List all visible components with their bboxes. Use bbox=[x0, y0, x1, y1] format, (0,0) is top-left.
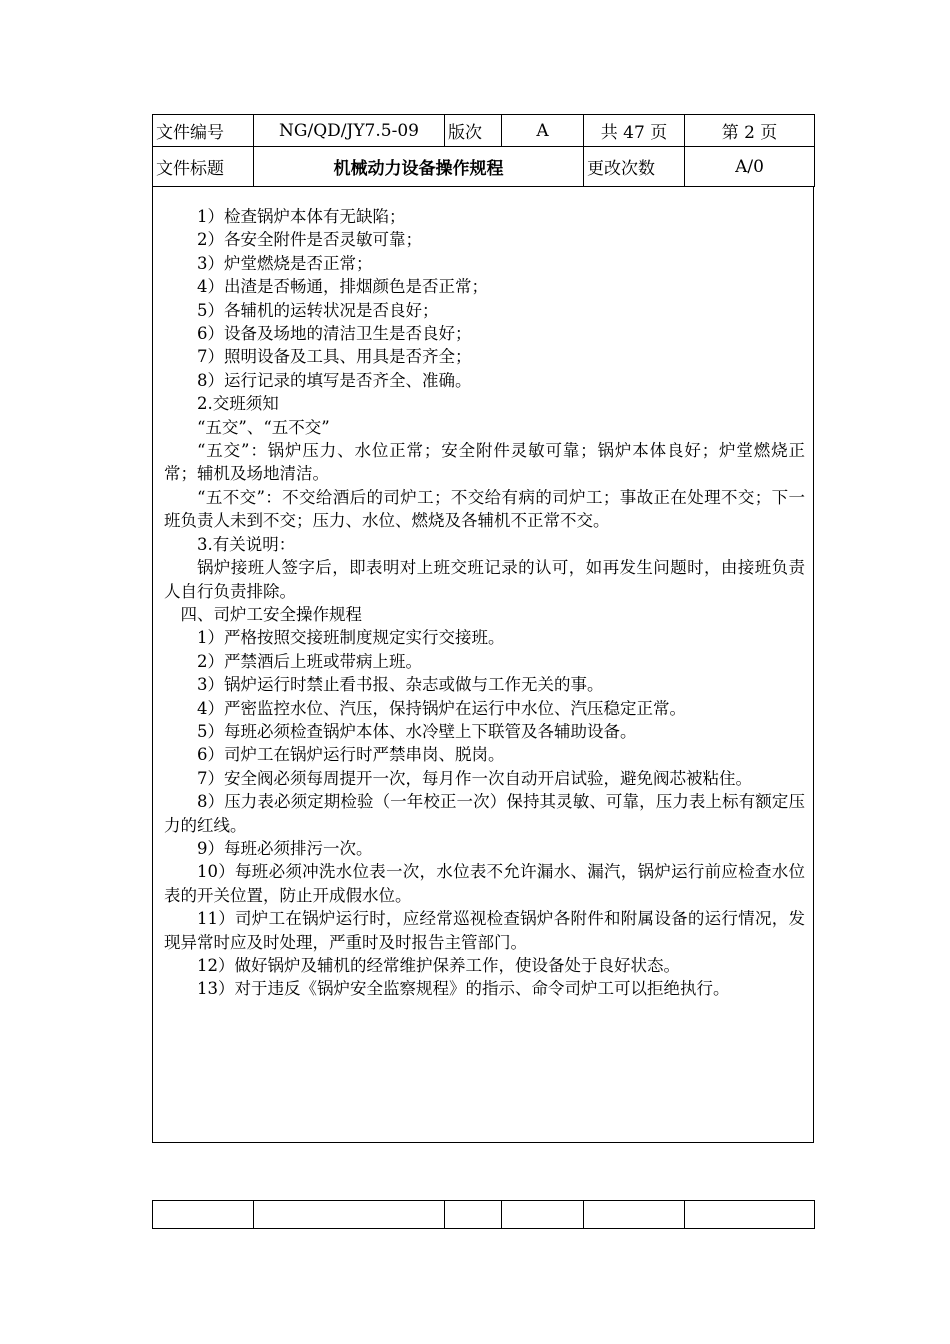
doc-no-value: NG/QD/JY7.5-09 bbox=[254, 115, 445, 147]
five-bujiao-paragraph: “五不交”：不交给酒后的司炉工；不交给有病的司炉工；事故正在处理不交；下一班负责人未到不交；压力、水位、燃烧及各辅机不正常不交。 bbox=[164, 487, 805, 531]
document-body bbox=[164, 205, 805, 1001]
footer-cell bbox=[584, 1201, 685, 1229]
footer-row bbox=[153, 1201, 815, 1229]
list-item: 9）每班必须排污一次。 bbox=[197, 838, 373, 858]
list-item: 1）检查锅炉本体有无缺陷； bbox=[197, 207, 406, 226]
footer-cell bbox=[153, 1201, 254, 1229]
revision-label: 更改次数 bbox=[584, 147, 685, 187]
five-jiao-paragraph: “五交”：锅炉压力、水位正常；安全附件灵敏可靠；锅炉本体良好；炉堂燃烧正常；辅机及场地清洁。 bbox=[164, 441, 805, 484]
list-item: 7）安全阀必须每周提开一次，每月作一次自动开启试验，避免阀芯被粘住。 bbox=[197, 768, 752, 788]
list-item: 10）每班必须冲洗水位表一次，水位表不允许漏水、漏汽，锅炉运行前应检查水位表的开关位置，防止开成假水位。 bbox=[164, 862, 805, 905]
list-item: 8）运行记录的填写是否齐全、准确。 bbox=[197, 370, 472, 390]
title-label: 文件标题 bbox=[153, 147, 254, 187]
footer-cell bbox=[502, 1201, 584, 1229]
version-label: 版次 bbox=[445, 115, 502, 147]
footer-cell bbox=[254, 1201, 445, 1229]
header-row-1 bbox=[153, 115, 815, 147]
footer-table bbox=[152, 1200, 815, 1229]
version-value: A bbox=[502, 115, 584, 147]
check-list bbox=[164, 205, 805, 392]
list-item: 5）各辅机的运转状况是否良好； bbox=[197, 300, 439, 320]
rules-list bbox=[164, 626, 805, 1001]
list-item: 3）锅炉运行时禁止看书报、杂志或做与工作无关的事。 bbox=[197, 675, 604, 695]
list-item: 11）司炉工在锅炉运行时，应经常巡视检查锅炉各附件和附属设备的运行情况，发现异常时应及时处理，严重时及时报告主管部门。 bbox=[164, 909, 805, 952]
total-pages: 共 47 页 bbox=[584, 115, 685, 147]
list-item: 2）各安全附件是否灵敏可靠； bbox=[197, 230, 422, 250]
footer-cell bbox=[445, 1201, 502, 1229]
list-item: 1）严格按照交接班制度规定实行交接班。 bbox=[197, 628, 505, 648]
list-item: 5）每班必须检查锅炉本体、水冷壁上下联管及各辅助设备。 bbox=[197, 721, 637, 741]
section-3-heading: 3.有关说明： bbox=[197, 534, 296, 554]
revision-value: A/0 bbox=[685, 147, 815, 187]
list-item: 6）设备及场地的清洁卫生是否良好； bbox=[197, 324, 472, 344]
page-number: 第 2 页 bbox=[685, 115, 815, 147]
content-box bbox=[152, 186, 814, 1143]
footer-cell bbox=[685, 1201, 815, 1229]
section-3-paragraph: 锅炉接班人签字后，即表明对上班交班记录的认可，如再发生问题时，由接班负责人自行负责排除。 bbox=[164, 558, 805, 601]
section-4-heading: 四、司炉工安全操作规程 bbox=[180, 604, 362, 624]
list-item: 4）严密监控水位、汽压，保持锅炉在运行中水位、汽压稳定正常。 bbox=[197, 698, 686, 718]
list-item: 7）照明设备及工具、用具是否齐全； bbox=[197, 347, 472, 367]
list-item: 2）严禁酒后上班或带病上班。 bbox=[197, 651, 422, 671]
list-item: 12）做好锅炉及辅机的经常维护保养工作，使设备处于良好状态。 bbox=[197, 956, 680, 975]
document-title: 机械动力设备操作规程 bbox=[254, 147, 584, 187]
section-2-heading: 2.交班须知 bbox=[197, 394, 279, 414]
list-item: 8）压力表必须定期检验（一年校正一次）保持其灵敏、可靠，压力表上标有额定压力的红线。 bbox=[164, 792, 805, 835]
list-item: 6）司炉工在锅炉运行时严禁串岗、脱岗。 bbox=[197, 745, 505, 765]
five-heading: “五交”、“五不交” bbox=[197, 417, 330, 437]
list-item: 3）炉堂燃烧是否正常； bbox=[197, 253, 373, 273]
header-row-2 bbox=[153, 147, 815, 187]
list-item: 4）出渣是否畅通，排烟颜色是否正常； bbox=[197, 277, 488, 297]
doc-no-label: 文件编号 bbox=[153, 115, 254, 147]
list-item: 13）对于违反《锅炉安全监察规程》的指示、命令司炉工可以拒绝执行。 bbox=[197, 979, 730, 999]
header-table bbox=[152, 114, 815, 187]
